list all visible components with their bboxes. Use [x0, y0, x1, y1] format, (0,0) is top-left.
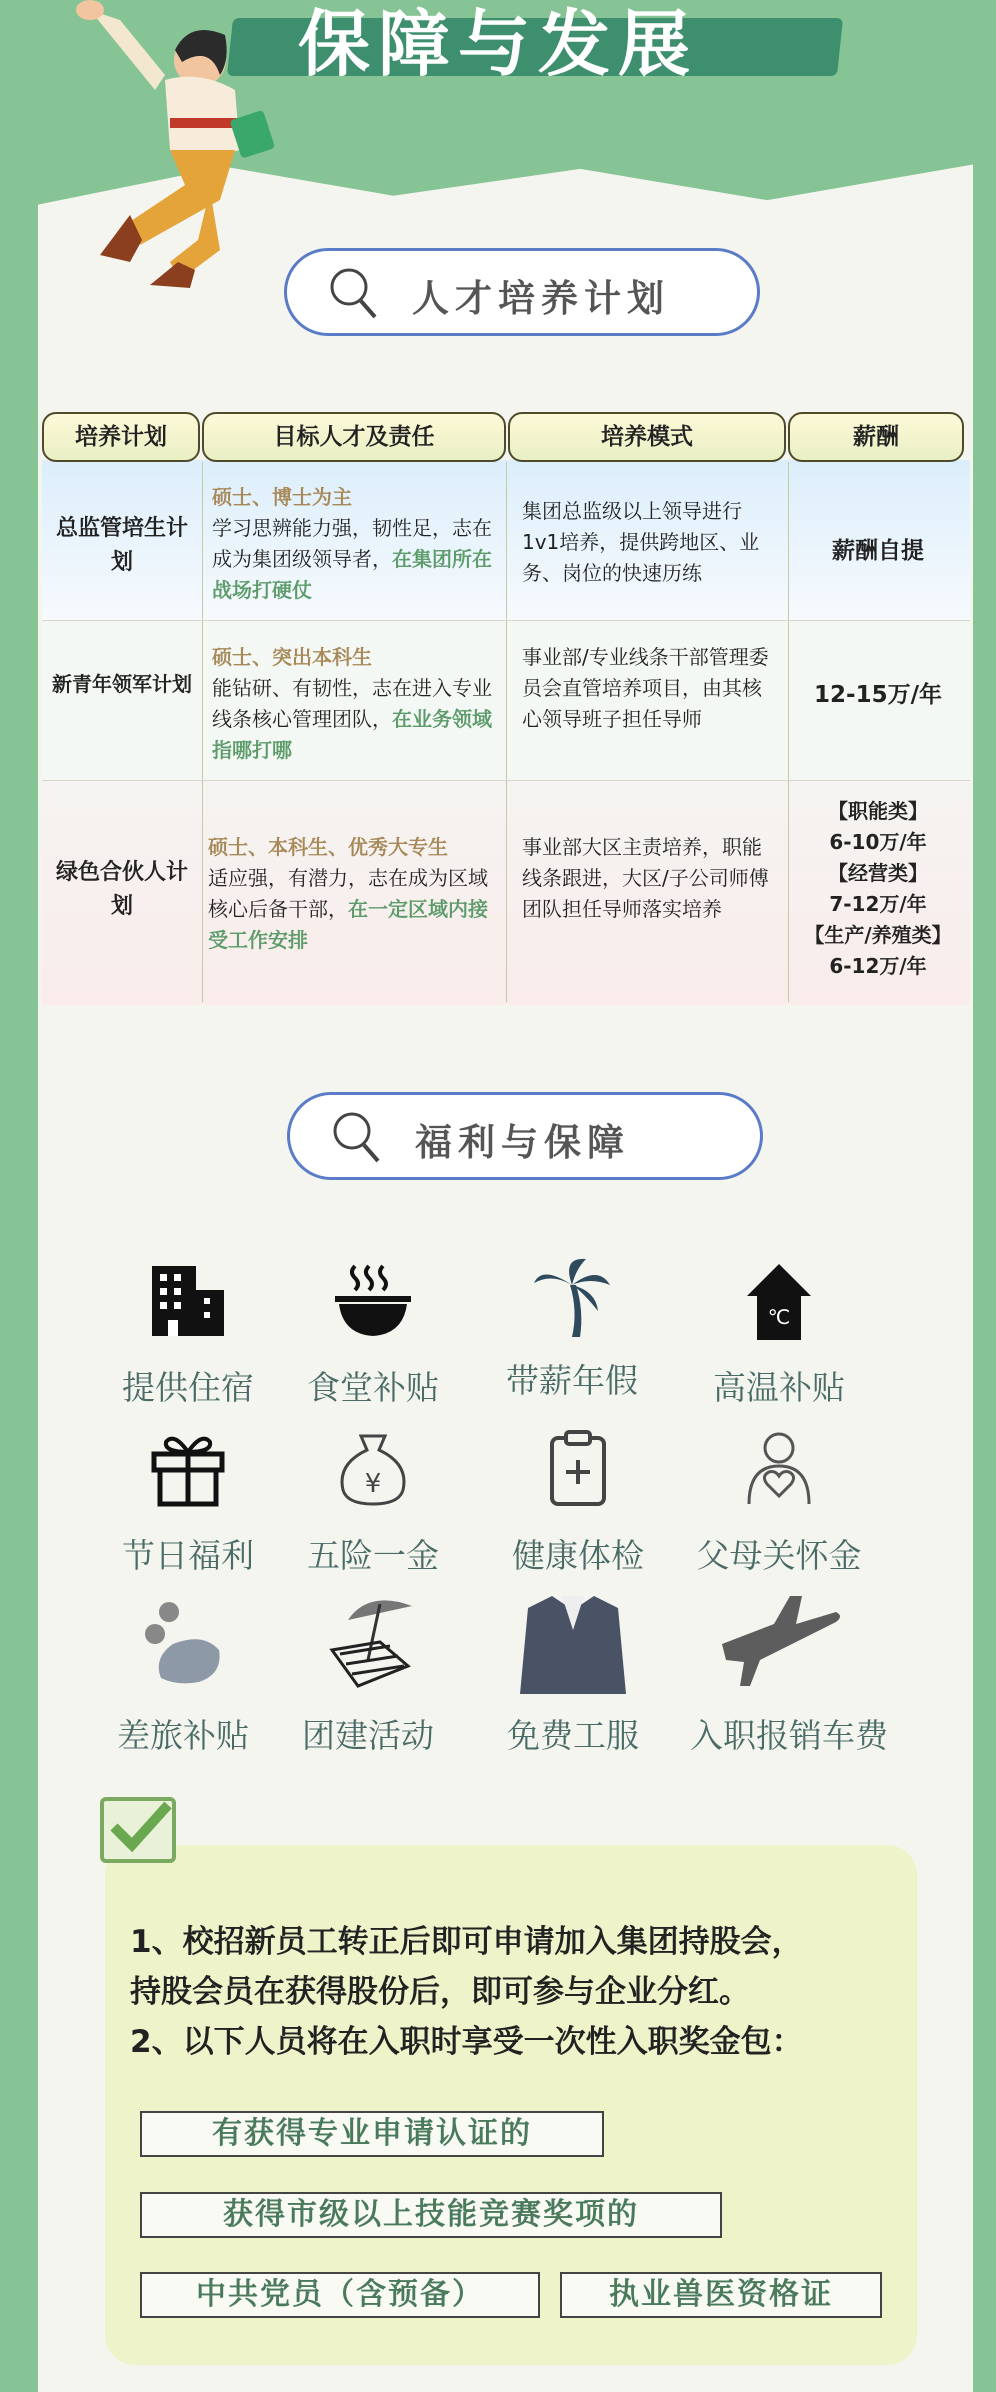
- salary-line: 7-12万/年: [829, 892, 927, 916]
- benefit-label: 节日福利: [122, 1536, 254, 1575]
- thermometer-house-icon: [739, 1262, 819, 1342]
- column-header-salary: 薪酬: [788, 412, 964, 462]
- benefit-label: 五险一金: [307, 1536, 439, 1575]
- target-text: 能钻研、有韧性，志在进入专业线条核心管理团队，: [212, 676, 492, 731]
- parent-care-icon: [739, 1430, 819, 1508]
- building-icon: [148, 1262, 228, 1340]
- row-mode: 事业部/专业线条干部管理委员会直管培养项目，由其核心领导班子担任导师: [522, 645, 769, 731]
- clipboard-icon: [538, 1430, 618, 1508]
- talent-heading: 人才培养计划: [412, 277, 670, 320]
- note-line: 1、校招新员工转正后即可申请加入集团持股会，: [130, 1924, 803, 1960]
- target-highlight: 硕士、突出本科生: [212, 645, 372, 669]
- note-line: 2、以下人员将在入职时享受一次性入职奖金包：: [130, 2024, 803, 2060]
- table-divider: [42, 620, 970, 621]
- benefit-item: [268, 1430, 478, 1580]
- row-plan: 新青年领军计划: [52, 672, 192, 696]
- girl-illustration: [70, 0, 290, 290]
- row-salary: 薪酬自提: [832, 538, 924, 564]
- note-line: 持股会员在获得股份后，即可参与企业分红。: [130, 1974, 750, 2010]
- benefit-item: [78, 1598, 288, 1758]
- page-title: 保障与发展: [297, 2, 698, 86]
- salary-line: 6-10万/年: [829, 830, 927, 854]
- benefit-item: [83, 1430, 293, 1580]
- salary-line: 【职能类】: [828, 799, 928, 823]
- money-bag-icon: [333, 1430, 413, 1508]
- benefit-item: [268, 1262, 478, 1412]
- bonus-tag: 有获得专业申请认证的: [140, 2111, 604, 2157]
- bonus-tag: 执业兽医资格证: [560, 2272, 882, 2318]
- column-header-target: 目标人才及责任: [202, 412, 506, 462]
- benefit-item: [83, 1262, 293, 1412]
- target-green: 在业务领域指哪打哪: [212, 707, 492, 762]
- benefits-heading-pill: [287, 1092, 763, 1180]
- bonus-tag: 获得市级以上技能竞赛奖项的: [140, 2192, 722, 2238]
- column-header-mode: 培养模式: [508, 412, 786, 462]
- target-highlight: 硕士、本科生、优秀大专生: [208, 835, 448, 859]
- beach-chair-icon: [328, 1590, 418, 1690]
- benefit-label: 父母关怀金: [696, 1536, 862, 1575]
- row-plan: 绿色合伙人计划: [55, 860, 188, 919]
- benefit-item: [468, 1590, 678, 1758]
- benefit-item: [473, 1430, 683, 1580]
- benefit-label: 高温补贴: [713, 1368, 845, 1407]
- gift-icon: [148, 1430, 228, 1508]
- benefit-label: 差旅补贴: [117, 1716, 249, 1755]
- palm-tree-icon: [532, 1255, 612, 1339]
- benefit-item: [674, 1590, 904, 1758]
- benefit-item: [674, 1430, 884, 1580]
- target-text: 适应强，有潜力，志在成为区域核心后备干部，: [208, 866, 488, 921]
- row-target: [208, 832, 498, 956]
- coins-hand-icon: [143, 1598, 223, 1690]
- svg-text:¥: ¥: [364, 1469, 382, 1499]
- row-target: [212, 482, 498, 606]
- target-green: 在一定区域内接受工作安排: [208, 897, 488, 952]
- airplane-icon: [714, 1590, 844, 1690]
- target-green: 在集团所在战场打硬仗: [212, 547, 492, 602]
- suit-icon: [518, 1590, 628, 1698]
- salary-line: 6-12万/年: [829, 954, 927, 978]
- benefit-label: 食堂补贴: [307, 1368, 439, 1407]
- bonus-tag: 中共党员（含预备）: [140, 2272, 540, 2318]
- column-header-plan: 培养计划: [42, 412, 200, 462]
- table-divider: [788, 462, 789, 1002]
- benefit-item: [674, 1262, 884, 1412]
- benefit-label: 带薪年假: [506, 1361, 638, 1400]
- search-icon: [327, 265, 379, 321]
- search-icon: [330, 1109, 382, 1165]
- benefit-item: [467, 1255, 677, 1412]
- table-divider: [506, 462, 507, 1002]
- row-salary: [790, 796, 966, 982]
- benefit-label: 免费工服: [507, 1716, 639, 1755]
- row-mode: 集团总监级以上领导进行1v1培养，提供跨地区、业务、岗位的快速历练: [522, 499, 760, 585]
- row-mode: 事业部大区主责培养，职能线条跟进，大区/子公司师傅团队担任导师落实培养: [522, 835, 769, 921]
- row-target: [212, 642, 498, 766]
- benefit-label: 团建活动: [302, 1716, 434, 1755]
- row-plan: 总监管培生计划: [55, 516, 188, 575]
- talent-heading-pill: [284, 248, 760, 336]
- target-highlight: 硕士、博士为主: [212, 485, 352, 509]
- benefit-label: 提供住宿: [122, 1368, 254, 1407]
- benefit-label: 入职报销车费: [690, 1716, 888, 1755]
- salary-line: 【经营类】: [828, 861, 928, 885]
- benefit-item: [263, 1590, 473, 1758]
- row-salary: 12-15万/年: [814, 682, 942, 708]
- target-text: 学习思辨能力强，韧性足，志在成为集团级领导者，: [212, 516, 492, 571]
- table-divider: [42, 780, 970, 781]
- svg-text:℃: ℃: [767, 1305, 791, 1329]
- benefit-label: 健康体检: [512, 1536, 644, 1575]
- table-divider: [202, 462, 203, 1002]
- benefits-heading: 福利与保障: [415, 1121, 630, 1164]
- bowl-icon: [333, 1262, 413, 1340]
- salary-line: 【生产/养殖类】: [804, 923, 952, 947]
- checkmark-icon: [100, 1797, 176, 1863]
